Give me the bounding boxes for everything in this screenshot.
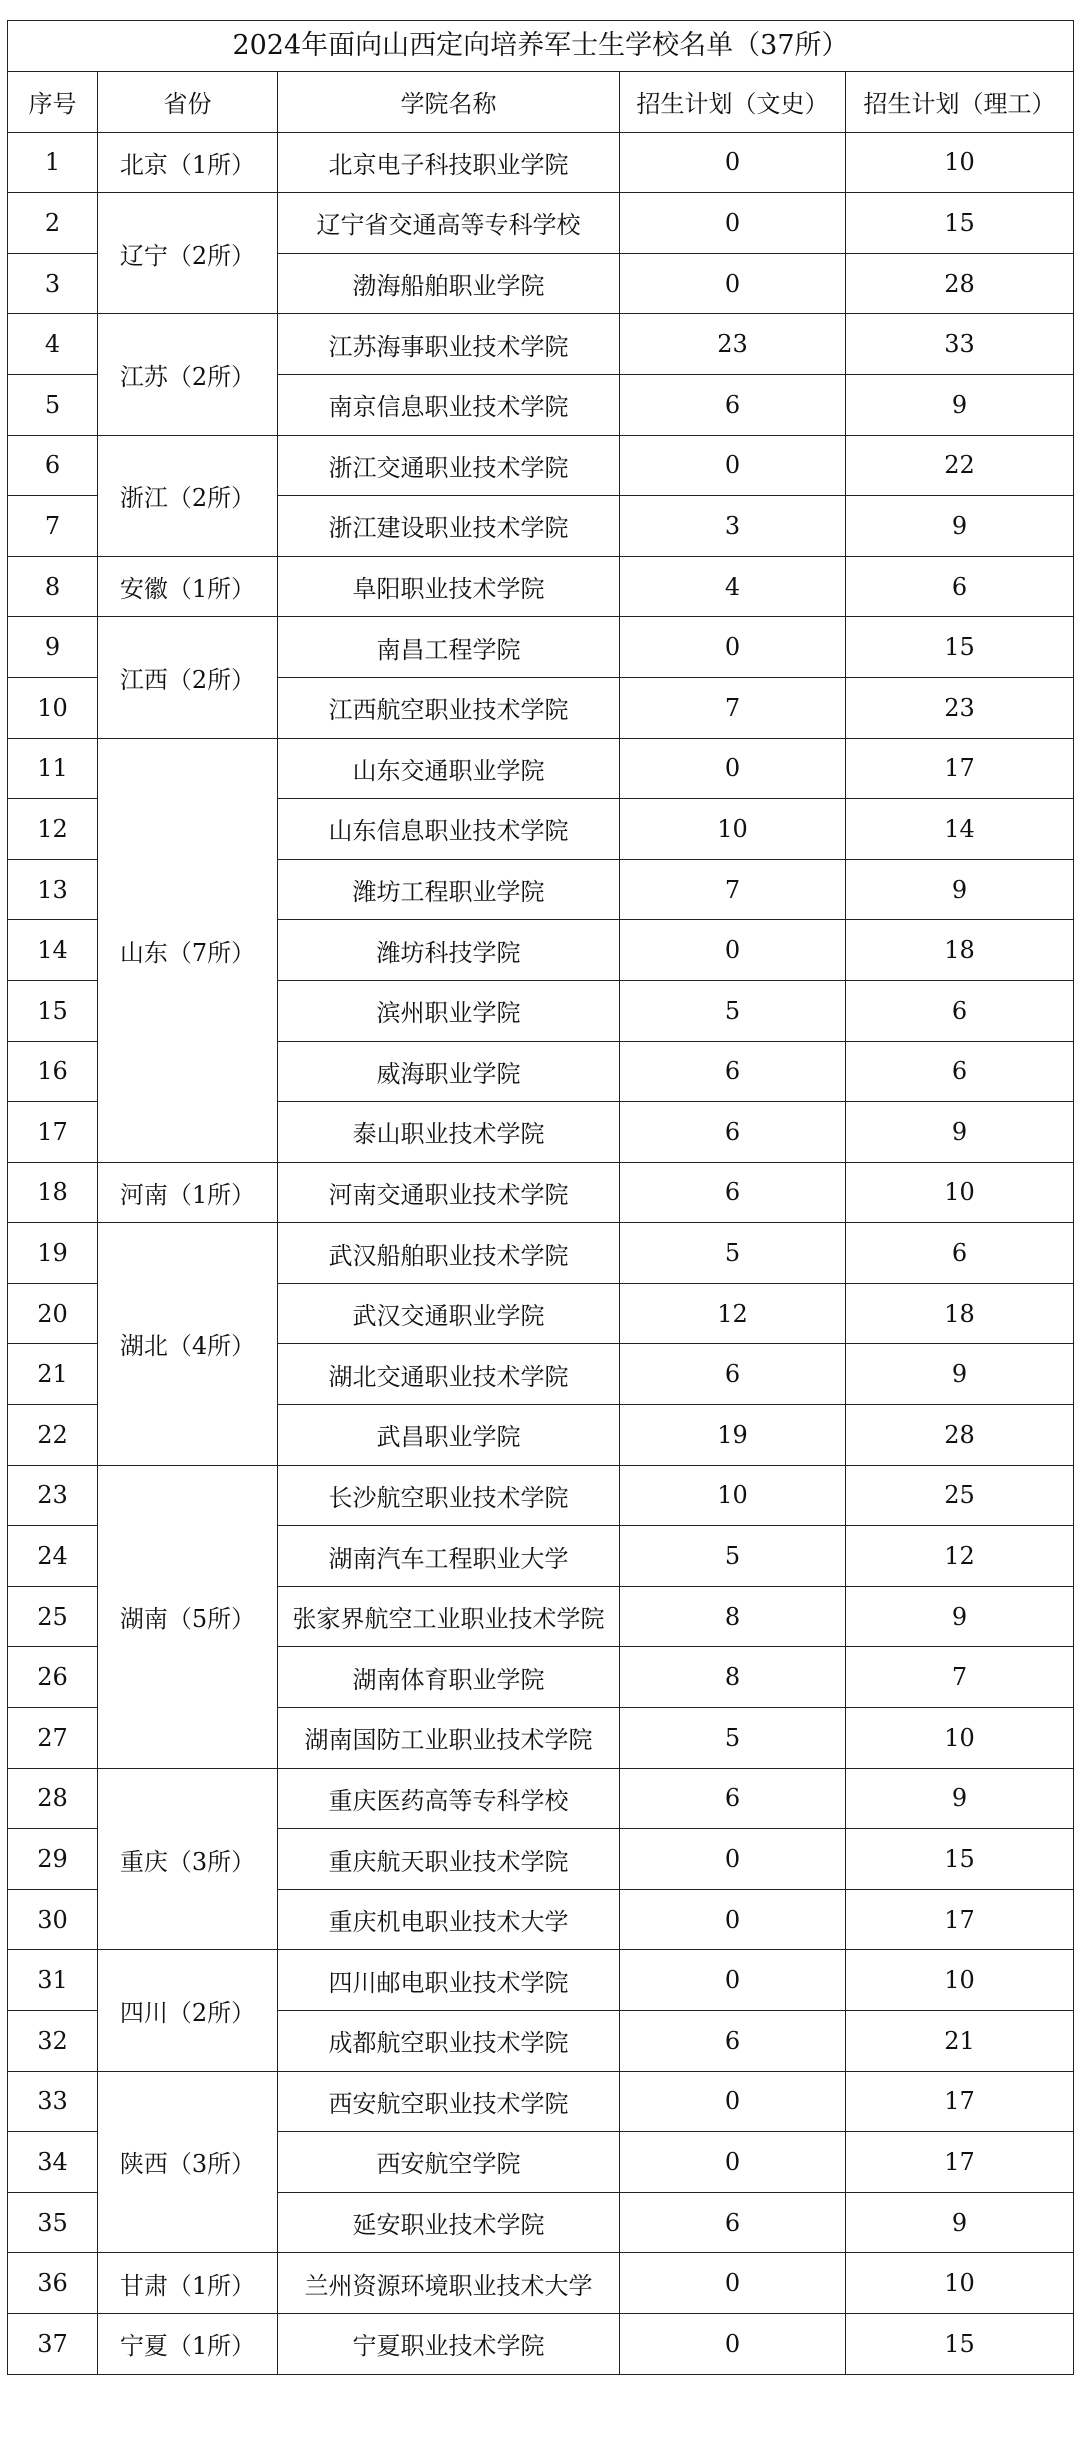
school-name: 湖北交通职业技术学院 xyxy=(278,1344,620,1405)
row-index: 23 xyxy=(8,1465,98,1526)
row-index: 16 xyxy=(8,1041,98,1102)
province-cell: 山东（7所） xyxy=(98,738,278,1162)
plan-science: 9 xyxy=(846,859,1074,920)
plan-arts: 5 xyxy=(620,1708,846,1769)
table-row xyxy=(8,1950,1074,2011)
plan-science: 14 xyxy=(846,799,1074,860)
row-index: 28 xyxy=(8,1768,98,1829)
row-index: 14 xyxy=(8,920,98,981)
plan-arts: 5 xyxy=(620,980,846,1041)
province-cell: 湖南（5所） xyxy=(98,1465,278,1768)
plan-arts: 0 xyxy=(620,253,846,314)
plan-arts: 7 xyxy=(620,859,846,920)
table-row xyxy=(8,617,1074,678)
plan-science: 15 xyxy=(846,193,1074,254)
row-index: 31 xyxy=(8,1950,98,2011)
plan-arts: 6 xyxy=(620,1162,846,1223)
school-name: 四川邮电职业技术学院 xyxy=(278,1950,620,2011)
plan-arts: 19 xyxy=(620,1405,846,1466)
school-name: 兰州资源环境职业技术大学 xyxy=(278,2253,620,2314)
plan-arts: 0 xyxy=(620,1829,846,1890)
header-plan-science: 招生计划（理工） xyxy=(846,72,1074,133)
plan-science: 9 xyxy=(846,1768,1074,1829)
row-index: 10 xyxy=(8,677,98,738)
plan-arts: 6 xyxy=(620,1344,846,1405)
table-row xyxy=(8,132,1074,193)
school-name: 潍坊科技学院 xyxy=(278,920,620,981)
school-name: 张家界航空工业职业技术学院 xyxy=(278,1586,620,1647)
row-index: 25 xyxy=(8,1586,98,1647)
plan-science: 17 xyxy=(846,738,1074,799)
plan-science: 18 xyxy=(846,1283,1074,1344)
province-cell: 陕西（3所） xyxy=(98,2071,278,2253)
table-row xyxy=(8,1768,1074,1829)
table-row xyxy=(8,556,1074,617)
row-index: 33 xyxy=(8,2071,98,2132)
row-index: 32 xyxy=(8,2011,98,2072)
plan-arts: 7 xyxy=(620,677,846,738)
row-index: 18 xyxy=(8,1162,98,1223)
table-row xyxy=(8,314,1074,375)
school-name: 渤海船舶职业学院 xyxy=(278,253,620,314)
school-name: 武汉船舶职业技术学院 xyxy=(278,1223,620,1284)
row-index: 2 xyxy=(8,193,98,254)
plan-science: 15 xyxy=(846,1829,1074,1890)
province-cell: 浙江（2所） xyxy=(98,435,278,556)
row-index: 29 xyxy=(8,1829,98,1890)
plan-science: 10 xyxy=(846,2253,1074,2314)
table-title: 2024年面向山西定向培养军士生学校名单（37所） xyxy=(7,20,1074,71)
row-index: 24 xyxy=(8,1526,98,1587)
plan-science: 15 xyxy=(846,2313,1074,2374)
plan-science: 9 xyxy=(846,1344,1074,1405)
province-cell: 江苏（2所） xyxy=(98,314,278,435)
school-name: 重庆医药高等专科学校 xyxy=(278,1768,620,1829)
plan-arts: 8 xyxy=(620,1586,846,1647)
plan-science: 9 xyxy=(846,374,1074,435)
plan-science: 7 xyxy=(846,1647,1074,1708)
plan-arts: 0 xyxy=(620,617,846,678)
school-name: 武昌职业学院 xyxy=(278,1405,620,1466)
province-cell: 湖北（4所） xyxy=(98,1223,278,1465)
school-name: 长沙航空职业技术学院 xyxy=(278,1465,620,1526)
table-row xyxy=(8,2313,1074,2374)
plan-science: 28 xyxy=(846,253,1074,314)
row-index: 35 xyxy=(8,2192,98,2253)
plan-arts: 3 xyxy=(620,496,846,557)
plan-arts: 4 xyxy=(620,556,846,617)
plan-arts: 0 xyxy=(620,193,846,254)
plan-science: 17 xyxy=(846,2132,1074,2193)
row-index: 12 xyxy=(8,799,98,860)
school-list-table xyxy=(7,20,1074,2375)
school-name: 江西航空职业技术学院 xyxy=(278,677,620,738)
province-cell: 河南（1所） xyxy=(98,1162,278,1223)
plan-science: 23 xyxy=(846,677,1074,738)
province-cell: 重庆（3所） xyxy=(98,1768,278,1950)
table-row xyxy=(8,1465,1074,1526)
school-name: 山东交通职业学院 xyxy=(278,738,620,799)
row-index: 13 xyxy=(8,859,98,920)
plan-arts: 0 xyxy=(620,738,846,799)
plan-science: 25 xyxy=(846,1465,1074,1526)
plan-arts: 0 xyxy=(620,1950,846,2011)
row-index: 17 xyxy=(8,1102,98,1163)
province-cell: 安徽（1所） xyxy=(98,556,278,617)
plan-science: 9 xyxy=(846,1586,1074,1647)
school-name: 宁夏职业技术学院 xyxy=(278,2313,620,2374)
school-name: 南京信息职业技术学院 xyxy=(278,374,620,435)
row-index: 27 xyxy=(8,1708,98,1769)
plan-science: 6 xyxy=(846,1041,1074,1102)
plan-science: 10 xyxy=(846,1162,1074,1223)
row-index: 9 xyxy=(8,617,98,678)
row-index: 15 xyxy=(8,980,98,1041)
row-index: 5 xyxy=(8,374,98,435)
table-body xyxy=(8,132,1074,2374)
row-index: 34 xyxy=(8,2132,98,2193)
school-name: 西安航空学院 xyxy=(278,2132,620,2193)
plan-science: 6 xyxy=(846,1223,1074,1284)
table-row xyxy=(8,435,1074,496)
table-row xyxy=(8,738,1074,799)
row-index: 8 xyxy=(8,556,98,617)
plan-science: 10 xyxy=(846,1708,1074,1769)
school-name: 北京电子科技职业学院 xyxy=(278,132,620,193)
school-name: 重庆航天职业技术学院 xyxy=(278,1829,620,1890)
plan-arts: 8 xyxy=(620,1647,846,1708)
plan-science: 9 xyxy=(846,496,1074,557)
school-name: 泰山职业技术学院 xyxy=(278,1102,620,1163)
row-index: 3 xyxy=(8,253,98,314)
plan-science: 12 xyxy=(846,1526,1074,1587)
header-row xyxy=(8,72,1074,133)
plan-arts: 6 xyxy=(620,1041,846,1102)
school-name: 延安职业技术学院 xyxy=(278,2192,620,2253)
row-index: 6 xyxy=(8,435,98,496)
plan-arts: 0 xyxy=(620,435,846,496)
plan-arts: 6 xyxy=(620,2011,846,2072)
plan-arts: 5 xyxy=(620,1526,846,1587)
plan-science: 28 xyxy=(846,1405,1074,1466)
school-name: 成都航空职业技术学院 xyxy=(278,2011,620,2072)
row-index: 4 xyxy=(8,314,98,375)
table-row xyxy=(8,2071,1074,2132)
row-index: 37 xyxy=(8,2313,98,2374)
school-name: 河南交通职业技术学院 xyxy=(278,1162,620,1223)
plan-arts: 0 xyxy=(620,132,846,193)
school-name: 潍坊工程职业学院 xyxy=(278,859,620,920)
plan-arts: 10 xyxy=(620,1465,846,1526)
table-row xyxy=(8,1162,1074,1223)
school-name: 南昌工程学院 xyxy=(278,617,620,678)
plan-science: 6 xyxy=(846,980,1074,1041)
plan-arts: 0 xyxy=(620,2253,846,2314)
row-index: 7 xyxy=(8,496,98,557)
plan-science: 18 xyxy=(846,920,1074,981)
row-index: 1 xyxy=(8,132,98,193)
row-index: 21 xyxy=(8,1344,98,1405)
table-row xyxy=(8,193,1074,254)
school-name: 山东信息职业技术学院 xyxy=(278,799,620,860)
school-name: 湖南汽车工程职业大学 xyxy=(278,1526,620,1587)
plan-arts: 0 xyxy=(620,2313,846,2374)
header-province: 省份 xyxy=(98,72,278,133)
document xyxy=(7,20,1073,2375)
plan-arts: 6 xyxy=(620,1102,846,1163)
school-name: 西安航空职业技术学院 xyxy=(278,2071,620,2132)
plan-science: 15 xyxy=(846,617,1074,678)
plan-arts: 0 xyxy=(620,920,846,981)
school-name: 辽宁省交通高等专科学校 xyxy=(278,193,620,254)
plan-science: 17 xyxy=(846,1889,1074,1950)
plan-science: 22 xyxy=(846,435,1074,496)
header-index: 序号 xyxy=(8,72,98,133)
row-index: 26 xyxy=(8,1647,98,1708)
school-name: 江苏海事职业技术学院 xyxy=(278,314,620,375)
header-plan-arts: 招生计划（文史） xyxy=(620,72,846,133)
row-index: 36 xyxy=(8,2253,98,2314)
plan-arts: 6 xyxy=(620,2192,846,2253)
province-cell: 四川（2所） xyxy=(98,1950,278,2071)
province-cell: 北京（1所） xyxy=(98,132,278,193)
plan-science: 9 xyxy=(846,2192,1074,2253)
province-cell: 甘肃（1所） xyxy=(98,2253,278,2314)
plan-arts: 0 xyxy=(620,2132,846,2193)
row-index: 30 xyxy=(8,1889,98,1950)
plan-arts: 23 xyxy=(620,314,846,375)
table-row xyxy=(8,1223,1074,1284)
province-cell: 宁夏（1所） xyxy=(98,2313,278,2374)
school-name: 阜阳职业技术学院 xyxy=(278,556,620,617)
plan-arts: 0 xyxy=(620,1889,846,1950)
province-cell: 辽宁（2所） xyxy=(98,193,278,314)
plan-science: 6 xyxy=(846,556,1074,617)
header-school-name: 学院名称 xyxy=(278,72,620,133)
school-name: 湖南国防工业职业技术学院 xyxy=(278,1708,620,1769)
plan-science: 33 xyxy=(846,314,1074,375)
table-row xyxy=(8,2253,1074,2314)
plan-science: 10 xyxy=(846,1950,1074,2011)
plan-arts: 6 xyxy=(620,374,846,435)
province-cell: 江西（2所） xyxy=(98,617,278,738)
plan-arts: 0 xyxy=(620,2071,846,2132)
plan-science: 21 xyxy=(846,2011,1074,2072)
row-index: 20 xyxy=(8,1283,98,1344)
plan-science: 10 xyxy=(846,132,1074,193)
plan-arts: 6 xyxy=(620,1768,846,1829)
school-name: 威海职业学院 xyxy=(278,1041,620,1102)
school-name: 滨州职业学院 xyxy=(278,980,620,1041)
row-index: 22 xyxy=(8,1405,98,1466)
school-name: 重庆机电职业技术大学 xyxy=(278,1889,620,1950)
plan-arts: 5 xyxy=(620,1223,846,1284)
plan-arts: 10 xyxy=(620,799,846,860)
school-name: 武汉交通职业学院 xyxy=(278,1283,620,1344)
school-name: 浙江交通职业技术学院 xyxy=(278,435,620,496)
school-name: 湖南体育职业学院 xyxy=(278,1647,620,1708)
plan-science: 9 xyxy=(846,1102,1074,1163)
row-index: 11 xyxy=(8,738,98,799)
plan-science: 17 xyxy=(846,2071,1074,2132)
row-index: 19 xyxy=(8,1223,98,1284)
school-name: 浙江建设职业技术学院 xyxy=(278,496,620,557)
plan-arts: 12 xyxy=(620,1283,846,1344)
